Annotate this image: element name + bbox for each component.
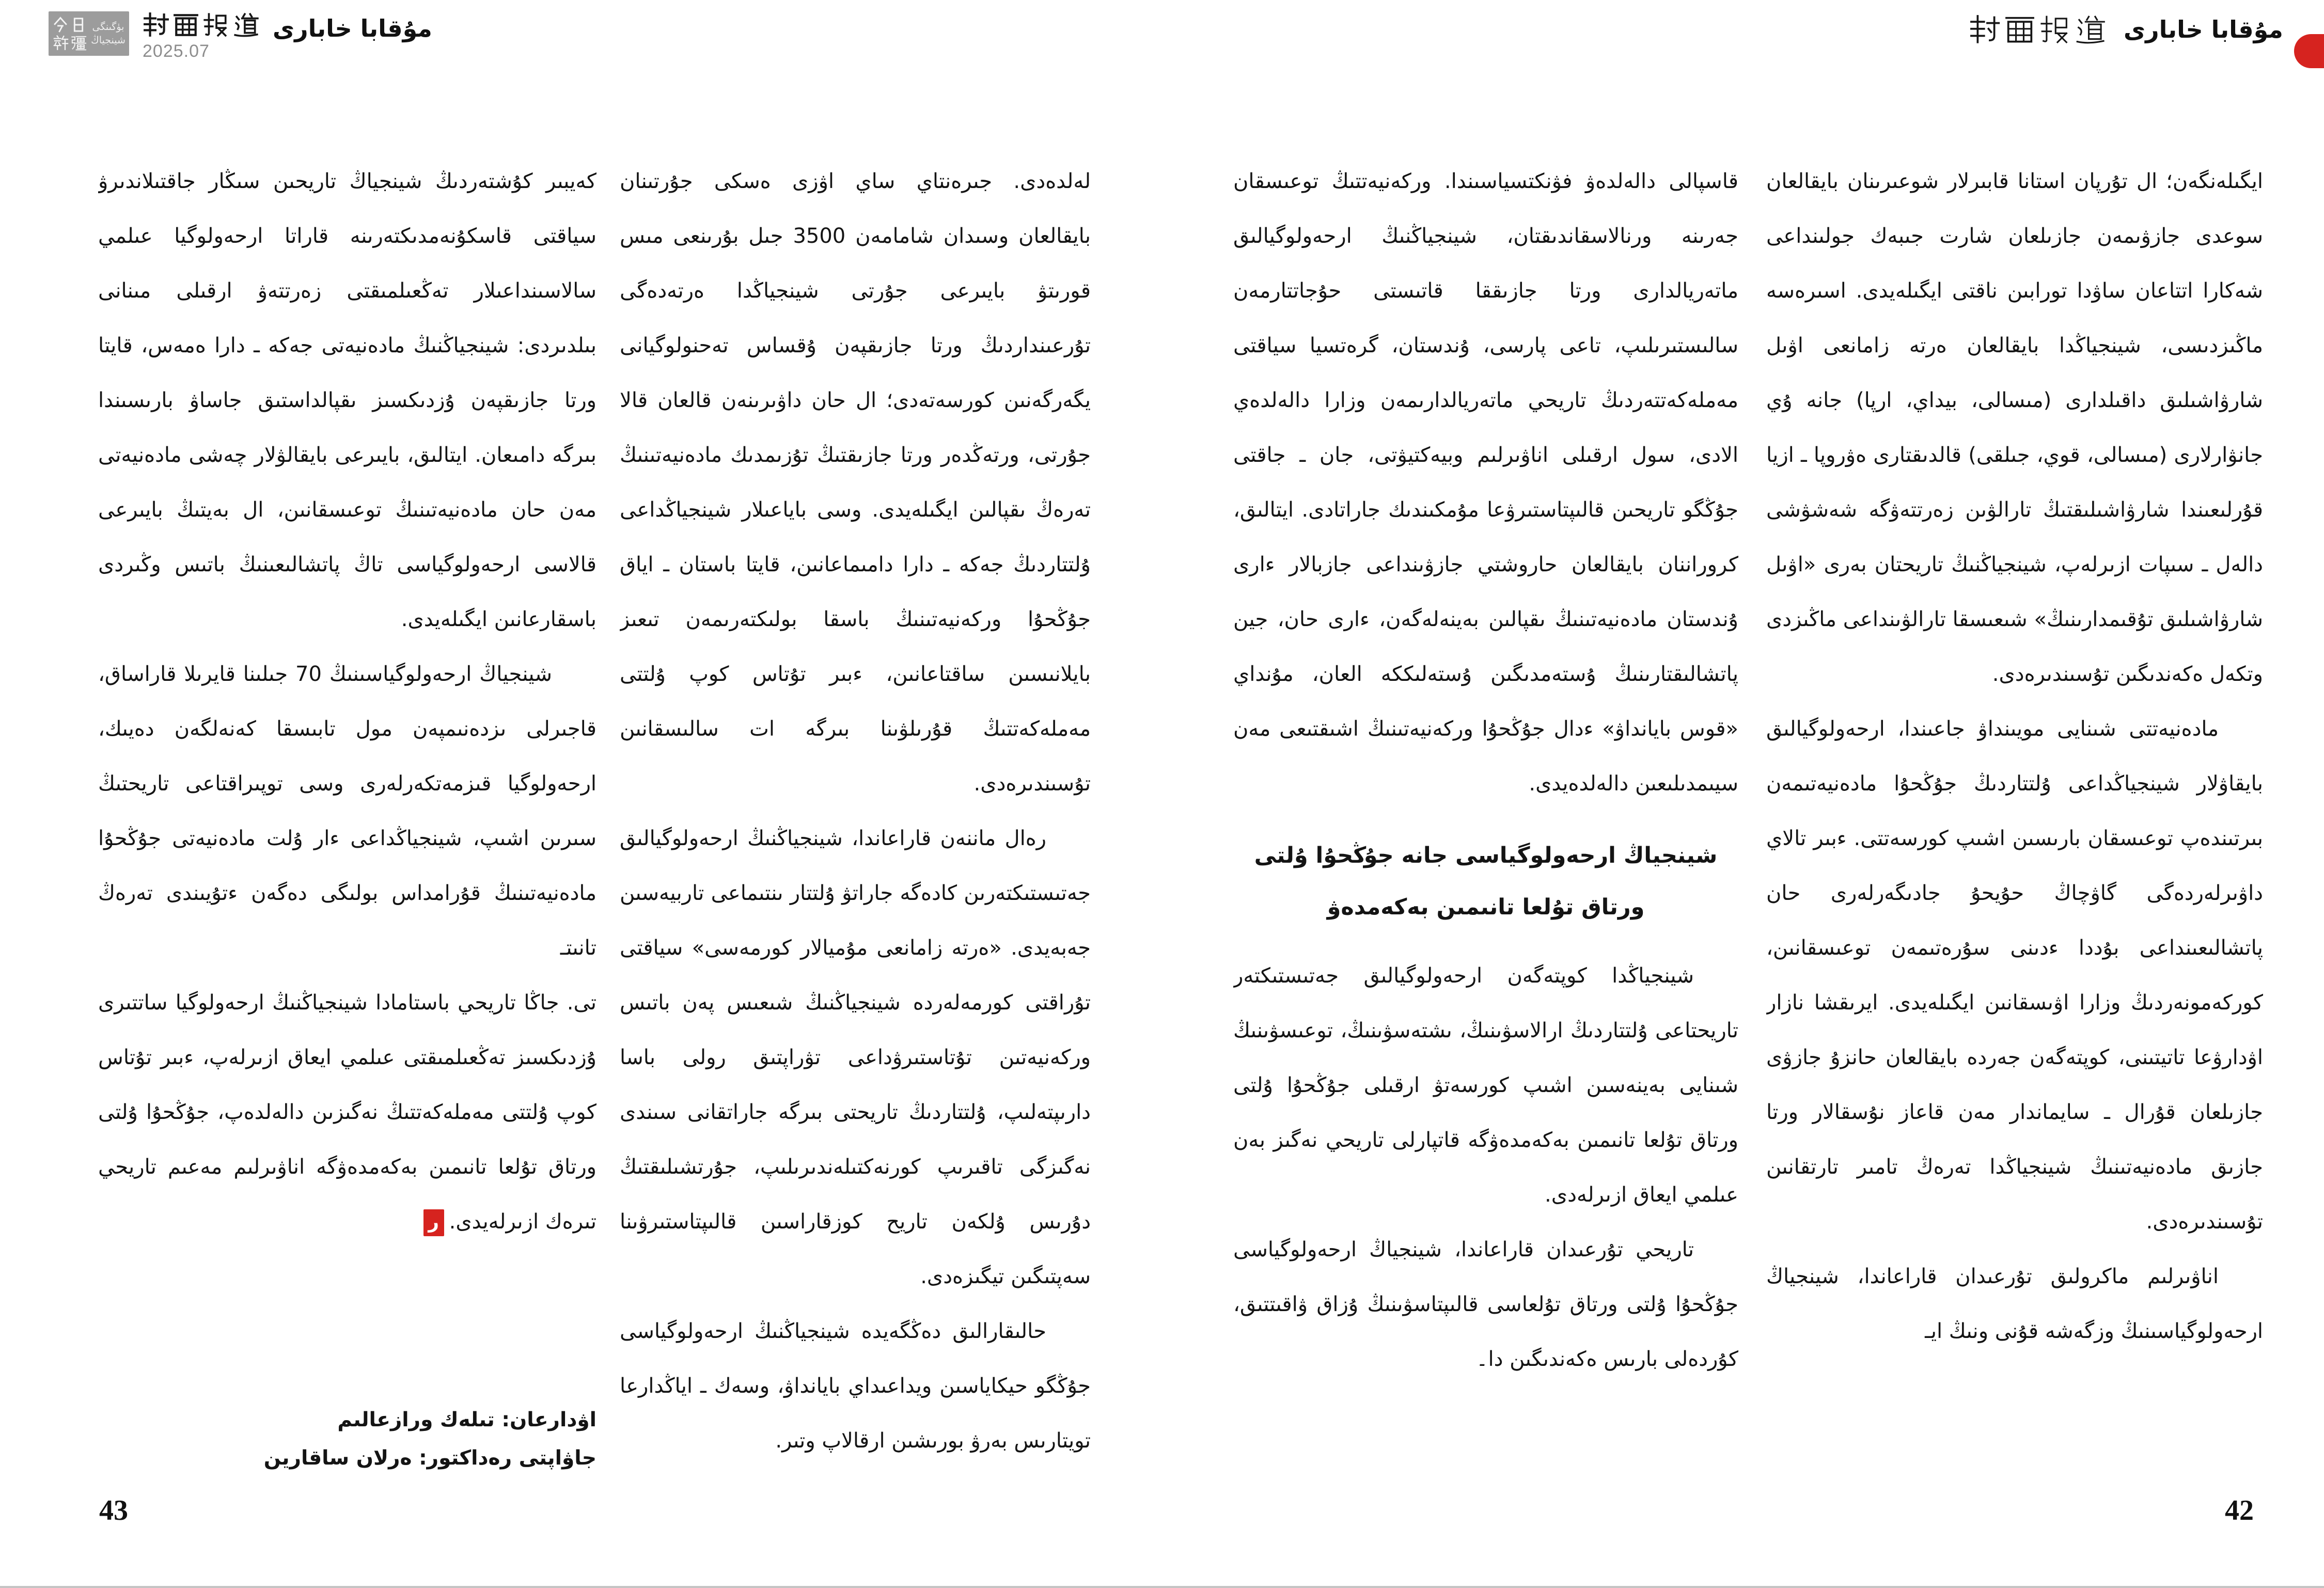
cjk-ri-icon — [70, 17, 87, 33]
cjk-mian-icon — [2004, 13, 2036, 45]
section-title-kazakh-left: مۇقابا خابارى — [273, 14, 432, 42]
cjk-bao-icon — [2039, 13, 2071, 45]
paragraph: تاريحي تۇرعىدان قاراعاندا، شينجياڭ ارحەولوگياسى جۇڭحۇا ۇلتى ورتاق تۇلعاسى قالىپتاسۋىنىڭ ۇزاق ۋاقىتتىق، كۇردەلى بارىس ەكەندىگىن دا۔ — [1233, 1238, 1738, 1371]
article-subheading — [1233, 830, 1738, 933]
cjk-feng-icon — [143, 11, 169, 38]
header-left-section — [143, 11, 259, 61]
header-left — [49, 11, 432, 61]
bottom-rule — [0, 1586, 2324, 1588]
section-title-cjk-right — [1969, 13, 2106, 45]
end-of-article-mark: ر — [423, 1209, 444, 1236]
section-title-kazakh-right: مۇقابا خابارى — [2124, 15, 2283, 43]
paragraph: رەال ماننەن قاراعاندا، شينجياڭنىڭ ارحەولوگيالىق جەتىستىكتەرىن كادەگە جاراتۋ ۇلتتار ىنتىماعى تاربيەسىن جەبەيدى. «ەرتە زامانعى مۇميالار كورمەسى» سياقتى تۇراقتى كورمەلەردە شينجياڭنىڭ شىعىس پەن باتىس وركەنيەتىن تۇتاستىرۋداعى تۋراپتىق رولى باسا دارىپتەلىپ، ۇلتتاردىڭ تاريحتى بىرگە جاراتقانى سىندى نەگىزگى تاقىرىپ كورنەكتىلەندىرىلىپ، جۇرتشىلىقتىڭ دۇرىس ۇلكەن تاريح كوزقاراسىن قالىپتاستىرۋىنا سەپتىگىن تيگىزەدى. — [620, 827, 1091, 1288]
paragraph: قاسپالى دالەلدەۋ فۋنكتسياسىندا. وركەنيەتتىڭ توعىسقان جەرىنە ورنالاسقاندىقتان، شينجياڭنىڭ ارحەولوگيالىق ماتەريالدارى ورتا جازىققا قاتىستى حۇجاتتارمەن سالىستىرىلىپ، تاعى پارسى، ۇندستان، گرەتسيا سياقتى مەملەكەتتەردىڭ تاريحي ماتەريالدارىمەن وزارا دالەلدەي الادى، سول ارقىلى اناۋىرلىم وبيەكتيۋتى، جان ـ جاقتى جۇڭگو تاريحىن قالىپتاستىرۋعا مۇمكىندىك جاراتادى. ايتالىق، كروراننان بايقالعان حاروشتي جازۋىنداعى جازبالار ءارى ۇندستان مادەنيەتىنىڭ ىقپالىن بەينەلەگەن، ءارى حان، جين پاتشالىقتارىنىڭ ۇستەمدىگىن ۇستەلىككە العان، مۇنداي «قوس بايانداۋ» ءدال جۇڭحۇا وركەنيەتىنىڭ اشىقتىعى مەن سيىمدىلىعىن دالەلدەيدى. — [1233, 169, 1738, 796]
logo-cjk-icon — [52, 17, 87, 51]
subheading-line-1: شينجياڭ ارحەولوگياسى جانە جۇڭحۇا ۇلتى — [1254, 843, 1718, 868]
cjk-mian-icon — [172, 11, 199, 38]
page-number-left: 43 — [99, 1494, 128, 1527]
paragraph — [98, 975, 596, 1249]
cjk-xin-icon — [52, 35, 69, 51]
magazine-logo — [49, 11, 129, 56]
paragraph: حالىقارالىق دەڭگەيدە شينجياڭنىڭ ارحەولوگياسى جۇڭگو حيكاياسىن ويداعىداي بايانداۋ، وسەك ـ اياڭدارعا تويتارىس بەرۋ بورىشىن ارقالاپ وتىر. — [620, 1319, 1091, 1453]
page-number-right: 42 — [2225, 1494, 2254, 1527]
logo-kazakh-text: بۈگىنگى شينجياڭ — [91, 21, 125, 46]
translator-credit: اۋدارعان: تىلەك ورازعالىم — [337, 1408, 596, 1431]
cjk-dao-icon — [232, 11, 259, 38]
header-right — [1969, 13, 2283, 45]
paragraph: اناۋىرلىم ماكرولىق تۇرعىدان قاراعاندا، شينجياڭ ارحەولوگياسىنىڭ وزگەشە قۇنى ونىڭ ايـ — [1766, 1265, 2263, 1343]
issue-date: 2025.07 — [143, 41, 210, 61]
red-corner-tab — [2294, 34, 2324, 68]
paragraph: ايگىلەنگەن؛ ال تۇرپان استانا قابىرلار شوعىرىنان بايقالعان سوعدى جازۋىمەن جازىلعان شارت جىبەك جولىنداعى شەكارا اتتاعان ساۋدا تورابىن ناقتى ايگىلەيدى. اسىرەسە ماڭىزدىسى، شينجياڭدا بايقالعان ەرتە زامانعى اۋىل شارۋاشىلىق داقىلدارى (مىسالى، بيداي، ارپا) جانە ۇي جانۋارلارى (مىسالى، قوي، جىلقى) قالدىقتارى ەۋروپا ـ ازيا قۇرلىعىندا شارۋاشىلىقتىڭ تارالۋىن زەرتتەۋگە شەشۋشى دالەل ـ سىپات ازىرلەپ، شينجياڭنىڭ تاريحتان بەرى «اۋىل شارۋاشىلىق تۇقىمدارىنىڭ» شىعىسقا تارالۋىنداعى ماڭىزدى وتكەل ەكەندىگىن تۇسىندىرەدى. — [1766, 169, 2263, 686]
cjk-dao-icon — [2074, 13, 2106, 45]
paragraph: كەيبىر كۇشتەردىڭ شينجياڭ تاريحىن سىڭار جاقتىلاندىرۋ سياقتى قاسكۇنەمدىكتەرىنە قاراتا ارحەولوگيا عىلمي سالاسىنداعىلار تەڭعىلمىقتى زەرتتەۋ ارقىلى مىنانى بىلدىردى: شينجياڭنىڭ مادەنيەتى جەكە ـ دارا ەمەس، قايتا ورتا جازىقپەن ۇزدىكسىز ىقپالداستىق جاساۋ بارىسىندا بىرگە دامىعان. ايتالىق، بايىرعى بايقالۋلار چەشى مادەنيەتى مەن حان مادەنيەتىنىڭ توعىسقانىن، ال بەيتىڭ بايىرعى قالاسى ارحەولوگياسى تاڭ پاتشالىعىنىڭ باتىس وڭىردى باسقارعانىن ايگىلەيدى. — [98, 169, 596, 631]
paragraph: لەلدەدى. جىرەنتاي ساي اۋزى ەسكى جۇرتىنان بايقالعان وسىدان شامامەن 3500 جىل بۇرىنعى مىس قورىتۋ بايىرعى جۇرتى شينجياڭدا ەرتەدەگى تۇرعىنداردىڭ ورتا جازىقپەن ۇقساس تەحنولوگيانى يگەرگەنىن كورسەتەدى؛ ال حان داۋىرىنەن قالعان قالا جۇرتى، ورتەڭدەر ورتا جازىقتىڭ تۇزىمدىك مادەنيەتىنىڭ تەرەڭ ىقپالىن ايگىلەيدى. وسى باياعىلار شينجياڭداعى ۇلتتاردىڭ جەكە ـ دارا دامىماعانىن، قايتا باستان ـ اياق جۇڭحۇا وركەنيەتىنىڭ باسقا بولىكتەرىمەن تىعىز بايلانىسىن ساقتاعانىن، ءبىر تۇتاس كوپ ۇلتتى مەملەكەتتىڭ قۇرىلۋىنا بىرگە ات سالىسقانىن تۇسىندىرەدى. — [620, 169, 1091, 796]
article-credits — [98, 1401, 596, 1477]
cjk-jiang-icon — [70, 35, 87, 51]
cjk-jin-icon — [52, 17, 69, 33]
paragraph: شينجياڭ ارحەولوگياسىنىڭ 70 جىلىنا قايرىلا قاراساق، قاجىرلى ىزدەنىمپەن مول تابىسقا كەنەلگەن دەيىك، ارحەولوگيا قىزمەتكەرلەرى وسى توپىراقتاعى تاريحتىڭ سىرىن اشىپ، شينجياڭداعى ءار ۇلت مادەنيەتى جۇڭحۇا مادەنيەتىنىڭ قۇرامداس بولىگى دەگەن ءتۇيىندى تەرەڭ تانىتـ — [98, 662, 596, 960]
article-column-1 — [1766, 154, 2263, 1480]
paragraph: مادەنيەتتى شىنايى مويىنداۋ جاعىندا، ارحەولوگيالىق بايقاۋلار شينجياڭداعى ۇلتتاردىڭ جۇڭحۇا مادەنيەتىمەن بىرتىندەپ توعىسقان بارىسىن اشىپ كورسەتتى. ءبىر تالاي داۋىرلەردەگى گاۋچاڭ حۇيحۇ جادىگەرلەرى حان پاتشالىعىنداعى بۇددا ءدىنى سۇرەتىمەن توعىسقانىن، كوركەمونەردىڭ وزارا اۋىسقانىن ايگىلەيدى. ايرىقشا نازار اۋدارۋعا تاتيتىنى، كوپتەگەن جەردە بايقالعان حانزۇ جازۋى جازىلعان قۇرال ـ سايماندار مەن قاعاز نۇسقالار ورتا جازىق مادەنيەتىنىڭ شينجياڭدا تەرەڭ تامىر تارتقانىن تۇسىندىرەدى. — [1766, 717, 2263, 1234]
editor-credit: جاۋاپتى رەداكتور: ەرلان ساقارين — [263, 1446, 596, 1470]
subheading-line-2: ورتاق تۇلعا تانىمىن بەكەمدەۋ — [1327, 894, 1645, 920]
section-title-cjk — [143, 11, 259, 38]
cjk-feng-icon — [1969, 13, 2001, 45]
article-column-2 — [1233, 154, 1738, 1480]
paragraph: شينجياڭدا كوپتەگەن ارحەولوگيالىق جەتىستىكتەر تاريحتاعى ۇلتتاردىڭ ارالاسۋىنىڭ، ىشتەسۋىنىڭ، توعىسۋىنىڭ شىنايى بەينەسىن اشىپ كورسەتۋ ارقىلى جۇڭحۇا ۇلتى ورتاق تۇلعا تانىمىن بەكەمدەۋگە قاتپارلى تاريحي نەگىز بەن عىلمي ايعاق ازىرلەدى. — [1233, 964, 1738, 1207]
cjk-bao-icon — [202, 11, 229, 38]
article-column-3 — [620, 154, 1091, 1480]
paragraph-text: تى. جاڭا تاريحي باستامادا شينجياڭنىڭ ارحەولوگيا ساتتىرى ۇزدىكسىز تەڭعىلمىقتى عىلمي ايعاق ازىرلەپ، ءبىر تۇتاس كوپ ۇلتتى مەملەكەتتىڭ نەگىزىن دالەلدەپ، جۇڭحۇا ۇلتى ورتاق تۇلعا تانىمىن بەكەمدەۋگە اناۋىرلىم مەعىم تاريحي تىرەك ازىرلەيدى. — [98, 991, 596, 1234]
article-column-4 — [98, 154, 596, 1398]
